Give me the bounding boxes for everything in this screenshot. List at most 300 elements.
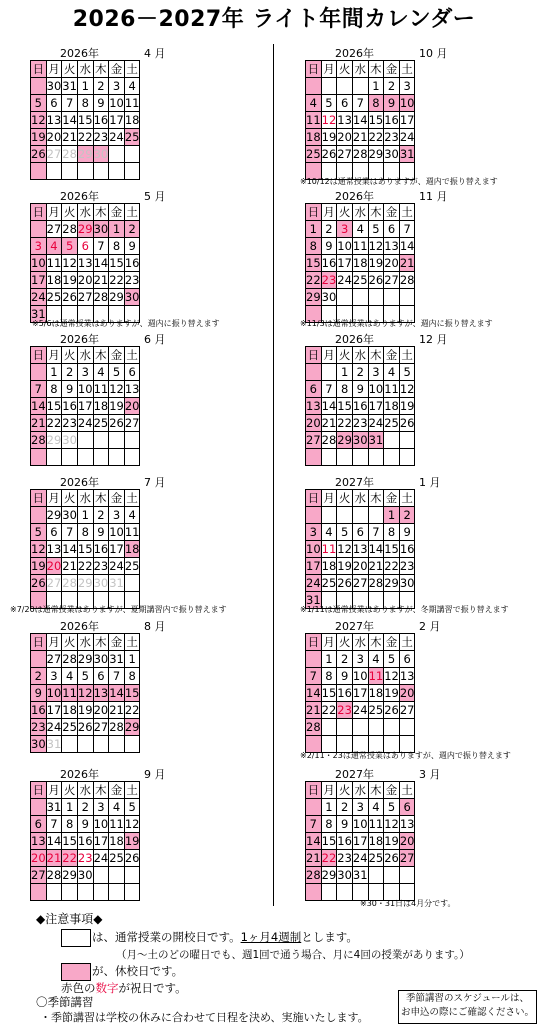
month-year: 2027年	[335, 620, 374, 633]
day-cell: 22	[124, 703, 140, 717]
weekday-header: 水	[77, 61, 93, 78]
day-cell: 10	[306, 542, 321, 556]
weekday-header: 金	[384, 204, 400, 221]
day-cell: 17	[109, 113, 124, 127]
day-cell: 27	[399, 703, 415, 717]
day-cell: 4	[352, 221, 368, 238]
month-header	[305, 766, 515, 780]
day-cell: 13	[124, 382, 140, 396]
day-cell: 10	[77, 382, 93, 396]
day-cell: 17	[399, 113, 415, 127]
month-year: 2027年	[335, 476, 374, 489]
month-label: 3 月	[419, 768, 441, 781]
month-header	[305, 618, 515, 632]
month-label: 6 月	[144, 333, 166, 346]
day-cell: 11	[124, 525, 140, 539]
day-cell	[306, 507, 322, 524]
day-cell: 13	[384, 239, 399, 253]
day-cell: 4	[46, 238, 62, 255]
day-cell: 15	[46, 399, 62, 413]
day-cell: 20	[31, 851, 46, 865]
weekday-header: 日	[31, 204, 47, 221]
day-cell: 25	[368, 851, 384, 865]
day-cell: 11	[368, 669, 384, 683]
month-label: 10 月	[419, 47, 448, 60]
day-cell: 19	[384, 686, 399, 700]
day-cell	[31, 163, 47, 180]
day-cell: 24	[337, 273, 352, 287]
day-cell: 21	[306, 703, 321, 717]
day-cell: 31	[399, 147, 415, 161]
day-cell	[93, 432, 109, 449]
day-cell: 29	[46, 433, 62, 447]
day-cell: 27	[46, 222, 62, 236]
day-cell: 20	[46, 559, 62, 573]
day-cell: 23	[93, 559, 109, 573]
day-cell: 14	[321, 399, 337, 413]
weekday-header: 月	[46, 204, 62, 221]
day-cell: 14	[306, 686, 321, 700]
day-cell: 21	[93, 273, 109, 287]
weekday-header: 金	[384, 347, 400, 364]
day-cell: 29	[109, 290, 124, 304]
weekday-header: 日	[31, 634, 47, 651]
day-cell: 15	[109, 256, 124, 270]
day-cell: 1	[62, 799, 78, 816]
day-cell: 18	[368, 834, 384, 848]
month-header	[305, 45, 515, 59]
day-cell	[368, 449, 384, 466]
month-table	[30, 60, 140, 180]
day-cell	[77, 432, 93, 449]
month-header	[30, 766, 240, 780]
seasonal-heading: 〇季節講習	[36, 995, 94, 1009]
day-cell: 1	[124, 651, 140, 668]
day-cell: 15	[368, 113, 384, 127]
day-cell: 28	[46, 868, 62, 882]
weekday-header: 火	[62, 490, 78, 507]
day-cell: 24	[306, 576, 321, 590]
day-cell	[62, 163, 78, 180]
day-cell	[399, 432, 415, 449]
day-cell: 26	[337, 576, 352, 590]
day-cell: 15	[62, 834, 77, 848]
month-year: 2027年	[335, 768, 374, 781]
day-cell: 24	[109, 130, 124, 144]
day-cell	[352, 449, 368, 466]
day-cell: 14	[46, 834, 62, 848]
day-cell: 30	[337, 868, 352, 882]
day-cell: 29	[77, 652, 93, 666]
day-cell: 29	[77, 147, 93, 161]
weekday-header: 金	[384, 61, 400, 78]
day-cell: 5	[368, 221, 384, 238]
month-label: 8 月	[144, 620, 166, 633]
day-cell: 12	[368, 239, 384, 253]
day-cell: 23	[337, 851, 352, 865]
day-cell: 3	[352, 651, 368, 668]
month-table	[305, 60, 415, 180]
day-cell: 25	[124, 130, 140, 144]
weekday-header: 日	[31, 61, 47, 78]
day-cell: 4	[306, 95, 322, 112]
weekday-header: 日	[31, 490, 47, 507]
seasonal-schedule-infobox	[398, 990, 537, 1024]
day-cell: 28	[306, 868, 321, 882]
day-cell: 27	[384, 273, 399, 287]
weekday-header: 金	[109, 490, 125, 507]
day-cell: 2	[77, 799, 93, 816]
weekday-header: 火	[337, 634, 353, 651]
day-cell: 4	[124, 78, 140, 95]
day-cell: 3	[109, 78, 125, 95]
day-cell: 18	[384, 399, 399, 413]
day-cell: 8	[337, 381, 353, 398]
four-week-system-text: 1ヶ月4週制	[240, 930, 302, 944]
month-table	[305, 633, 415, 753]
weekday-header: 金	[109, 61, 125, 78]
weekday-header: 金	[109, 347, 125, 364]
day-cell: 22	[384, 559, 399, 573]
day-cell: 19	[124, 834, 140, 848]
day-cell: 28	[62, 222, 77, 236]
day-cell: 12	[62, 256, 77, 270]
day-cell: 2	[321, 221, 337, 238]
day-cell: 21	[46, 851, 62, 865]
day-cell: 9	[31, 685, 47, 702]
day-cell: 8	[77, 524, 93, 541]
day-cell: 25	[384, 416, 399, 430]
day-cell: 16	[399, 542, 415, 556]
day-cell: 10	[109, 525, 124, 539]
weekday-header: 土	[124, 204, 140, 221]
weekday-header: 金	[109, 782, 125, 799]
day-cell	[368, 719, 384, 736]
day-cell: 29	[46, 508, 62, 522]
month-header	[30, 618, 240, 632]
day-cell: 5	[109, 364, 125, 381]
day-cell: 22	[337, 416, 352, 430]
day-cell: 11	[109, 817, 124, 831]
day-cell	[352, 289, 368, 306]
day-cell: 13	[77, 256, 93, 270]
day-cell: 18	[109, 834, 124, 848]
day-cell: 10	[109, 96, 124, 110]
day-cell: 16	[352, 399, 368, 413]
day-cell: 5	[384, 651, 400, 668]
weekday-header: 土	[124, 490, 140, 507]
day-cell: 17	[352, 686, 368, 700]
day-cell: 20	[399, 834, 415, 848]
day-cell: 10	[352, 817, 368, 831]
day-cell: 1	[46, 364, 62, 381]
day-cell: 25	[321, 576, 337, 590]
weekday-header: 木	[93, 782, 109, 799]
weekday-header: 月	[46, 782, 62, 799]
day-cell: 3	[31, 238, 47, 255]
day-cell: 26	[124, 851, 140, 865]
day-cell: 4	[384, 364, 400, 381]
day-cell: 1	[384, 507, 400, 524]
weekday-header: 木	[368, 490, 384, 507]
month-note: ※10/12は通常授業はありますが、週内で振り替えます	[300, 177, 498, 186]
day-cell: 9	[337, 668, 353, 685]
day-cell: 12	[384, 817, 399, 831]
day-cell: 5	[77, 668, 93, 685]
weekday-header: 月	[321, 782, 337, 799]
weekday-header: 木	[93, 490, 109, 507]
day-cell: 7	[46, 816, 62, 833]
month-header	[30, 45, 240, 59]
day-cell	[337, 449, 353, 466]
day-cell	[306, 449, 322, 466]
day-cell: 30	[321, 290, 337, 304]
weekday-header: 土	[399, 490, 415, 507]
day-cell: 29	[77, 576, 93, 590]
month-label: 5 月	[144, 190, 166, 203]
day-cell	[93, 867, 109, 884]
day-cell: 16	[124, 256, 140, 270]
day-cell: 28	[399, 273, 415, 287]
month-note: ※1/11は通常授業はありますが、冬期講習で振り替えます	[300, 605, 509, 614]
day-cell: 10	[93, 817, 109, 831]
day-cell: 12	[321, 113, 337, 127]
day-cell: 14	[399, 239, 415, 253]
day-cell	[46, 449, 62, 466]
day-cell: 20	[306, 416, 321, 430]
day-cell: 1	[77, 78, 93, 95]
day-cell: 12	[31, 113, 46, 127]
day-cell: 7	[31, 381, 47, 398]
day-cell: 5	[31, 95, 47, 112]
day-cell: 20	[124, 399, 140, 413]
day-cell: 26	[321, 147, 337, 161]
month-header	[305, 188, 515, 202]
day-cell: 6	[384, 221, 400, 238]
school-day-text: は、通常授業の開校日です。	[92, 930, 241, 944]
day-cell: 8	[124, 668, 140, 685]
weekday-header: 月	[321, 634, 337, 651]
month-label: 11 月	[419, 190, 448, 203]
weekday-header: 日	[306, 204, 322, 221]
weekday-header: 土	[124, 61, 140, 78]
weekday-header: 土	[399, 204, 415, 221]
day-cell	[337, 507, 353, 524]
weekday-header: 火	[337, 490, 353, 507]
day-cell: 21	[368, 559, 384, 573]
day-cell: 2	[399, 507, 415, 524]
day-cell: 11	[306, 113, 321, 127]
day-cell: 20	[337, 130, 352, 144]
day-cell: 8	[109, 238, 125, 255]
day-cell: 10	[31, 256, 46, 270]
day-cell: 16	[62, 399, 77, 413]
day-cell: 15	[337, 399, 352, 413]
day-cell: 2	[352, 364, 368, 381]
day-cell: 7	[321, 381, 337, 398]
weekday-header: 水	[77, 782, 93, 799]
weekday-header: 金	[384, 634, 400, 651]
weekday-header: 木	[368, 61, 384, 78]
month-note: ※7/20は通常授業はありますが、夏期講習内で振り替えます	[10, 605, 227, 614]
day-cell: 18	[124, 542, 140, 556]
day-cell: 17	[109, 542, 124, 556]
day-cell: 28	[306, 720, 321, 734]
day-cell: 23	[352, 416, 368, 430]
day-cell: 26	[384, 703, 399, 717]
day-cell	[399, 289, 415, 306]
day-cell: 15	[124, 686, 140, 700]
day-cell: 13	[337, 113, 352, 127]
day-cell: 8	[368, 95, 384, 112]
day-cell	[352, 507, 368, 524]
day-cell: 11	[46, 256, 62, 270]
day-cell: 20	[399, 686, 415, 700]
weekday-header: 水	[77, 634, 93, 651]
day-cell: 9	[93, 95, 109, 112]
month-table	[30, 633, 140, 753]
weekday-header: 日	[306, 634, 322, 651]
day-cell: 24	[109, 559, 124, 573]
day-cell	[399, 867, 415, 884]
day-cell: 27	[306, 433, 321, 447]
day-cell: 31	[62, 79, 77, 93]
day-cell	[109, 867, 125, 884]
day-cell: 20	[384, 256, 399, 270]
day-cell: 25	[93, 416, 109, 430]
weekday-header: 月	[321, 61, 337, 78]
day-cell: 8	[62, 816, 78, 833]
seasonal-text: ・季節講習は学校の休みに合わせて日程を決め、実施いたします。	[40, 1011, 369, 1024]
day-cell: 27	[31, 868, 46, 882]
holiday-legend: が、休校日です。	[92, 964, 184, 978]
day-cell	[77, 163, 93, 180]
day-cell: 7	[399, 221, 415, 238]
day-cell: 5	[31, 524, 47, 541]
day-cell: 19	[31, 559, 46, 573]
day-cell: 13	[399, 669, 415, 683]
day-cell: 11	[368, 817, 384, 831]
day-cell: 17	[337, 256, 352, 270]
day-cell: 7	[368, 524, 384, 541]
day-cell	[384, 432, 400, 449]
day-cell: 15	[77, 113, 93, 127]
day-cell: 29	[62, 868, 77, 882]
day-cell	[321, 719, 337, 736]
day-cell: 28	[109, 720, 124, 734]
day-cell	[321, 364, 337, 381]
day-cell: 4	[368, 651, 384, 668]
day-cell: 21	[352, 130, 368, 144]
day-cell: 9	[321, 238, 337, 255]
weekday-header: 金	[109, 204, 125, 221]
day-cell: 7	[306, 668, 322, 685]
day-cell: 4	[62, 668, 78, 685]
day-cell: 26	[77, 720, 93, 734]
day-cell: 18	[321, 559, 337, 573]
day-cell: 28	[31, 433, 46, 447]
day-cell	[109, 146, 125, 163]
month-header	[30, 331, 240, 345]
day-cell: 19	[321, 130, 337, 144]
day-cell: 24	[46, 720, 62, 734]
day-cell: 9	[337, 816, 353, 833]
day-cell: 30	[93, 652, 109, 666]
day-cell: 20	[46, 130, 62, 144]
weekday-header: 木	[368, 204, 384, 221]
day-cell: 19	[337, 559, 352, 573]
day-cell: 13	[46, 542, 62, 556]
day-cell: 31	[109, 576, 124, 590]
day-cell	[93, 449, 109, 466]
day-cell	[109, 432, 125, 449]
month-note: ※30・31日は4月分です。	[360, 899, 456, 908]
day-cell: 31	[46, 737, 62, 751]
infobox-line-1: 季節講習のスケジュールは、	[406, 993, 529, 1004]
day-cell: 1	[306, 221, 322, 238]
day-cell: 3	[399, 78, 415, 95]
day-cell: 30	[62, 508, 77, 522]
day-cell: 4	[93, 364, 109, 381]
weekday-header: 月	[46, 490, 62, 507]
day-cell: 5	[321, 95, 337, 112]
day-cell: 12	[337, 542, 352, 556]
day-cell: 11	[124, 96, 140, 110]
day-cell: 24	[93, 851, 109, 865]
day-cell: 6	[352, 524, 368, 541]
day-cell: 14	[109, 686, 124, 700]
infobox-line-2: お申込の際にご確認ください。	[400, 1007, 534, 1018]
day-cell: 30	[31, 737, 46, 751]
day-cell: 18	[124, 113, 140, 127]
day-cell: 24	[31, 290, 46, 304]
day-cell: 10	[337, 239, 352, 253]
day-cell: 9	[384, 95, 400, 112]
month-label: 4 月	[144, 47, 166, 60]
day-cell: 27	[93, 720, 109, 734]
day-cell	[368, 507, 384, 524]
day-cell: 24	[368, 416, 384, 430]
day-cell	[352, 78, 368, 95]
day-cell	[352, 719, 368, 736]
notes-heading: ◆注意事項◆	[36, 912, 103, 926]
day-cell: 15	[321, 686, 337, 700]
day-cell: 27	[77, 290, 93, 304]
day-cell: 5	[384, 799, 400, 816]
day-cell: 6	[399, 651, 415, 668]
day-cell: 21	[109, 703, 124, 717]
day-cell	[77, 449, 93, 466]
weekday-header: 日	[306, 347, 322, 364]
day-cell: 22	[321, 703, 337, 717]
day-cell: 6	[306, 381, 322, 398]
day-cell: 10	[368, 382, 384, 396]
weekday-header: 木	[368, 782, 384, 799]
national-holiday-suffix: が祝日です。	[118, 981, 187, 995]
day-cell: 23	[77, 851, 93, 865]
day-cell: 5	[399, 364, 415, 381]
day-cell: 30	[124, 290, 140, 304]
day-cell: 28	[352, 147, 368, 161]
day-cell	[306, 799, 322, 816]
day-cell: 30	[93, 222, 109, 236]
month-year: 2026年	[60, 476, 99, 489]
day-cell: 23	[62, 416, 77, 430]
day-cell	[368, 289, 384, 306]
school-day-legend	[92, 929, 358, 945]
day-cell: 4	[368, 799, 384, 816]
day-cell: 14	[31, 399, 46, 413]
